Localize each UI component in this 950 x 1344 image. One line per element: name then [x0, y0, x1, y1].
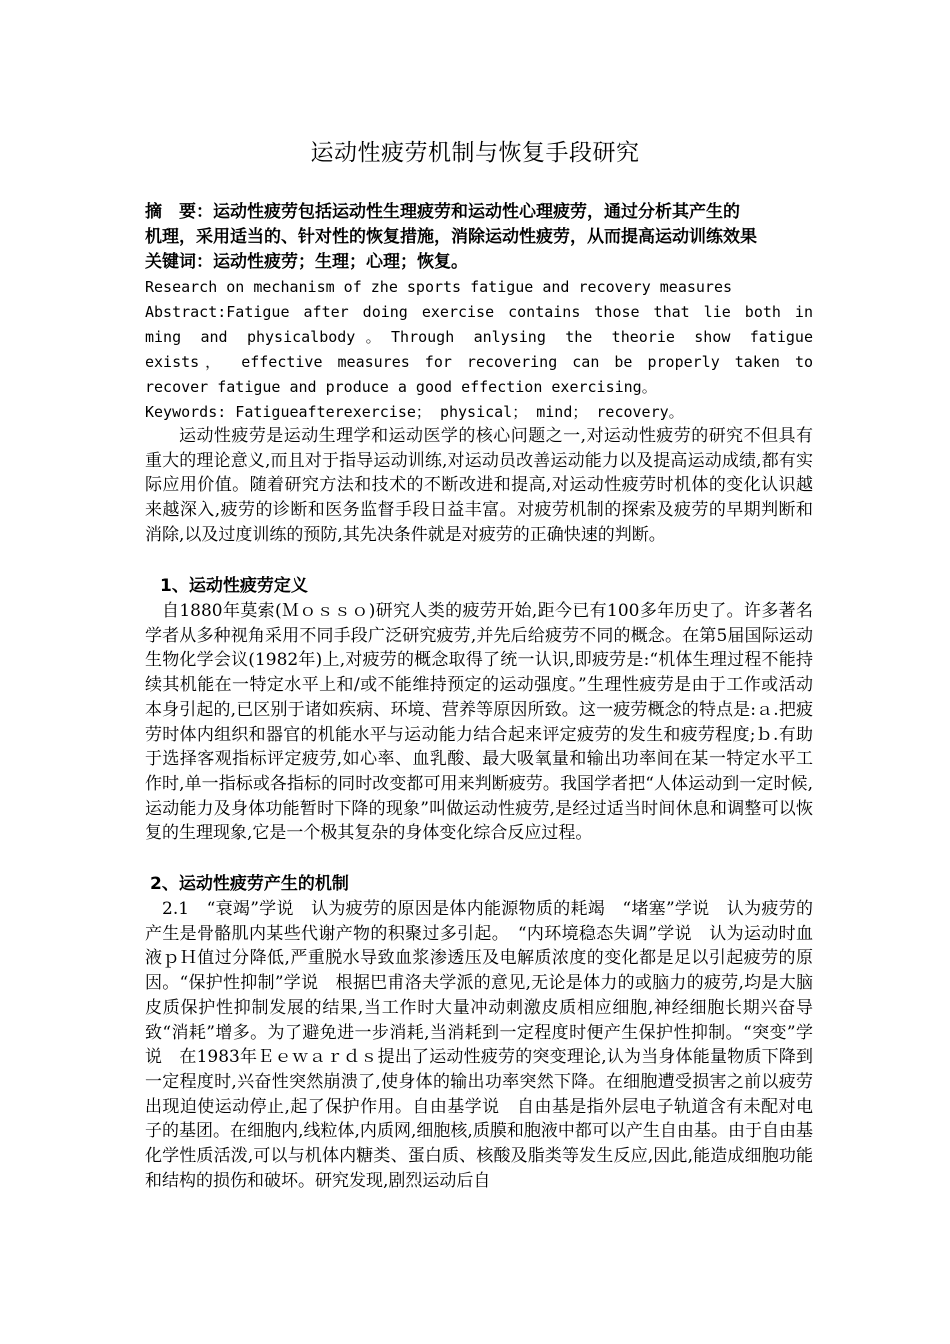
english-abstract-line-1: Abstract:Fatigue after doing exercise contains those that lie both in: [145, 303, 813, 321]
page-title: 运动性疲劳机制与恢复手段研究: [310, 140, 640, 166]
abstract-cn-line-1: 摘 要：运动性疲劳包括运动性生理疲劳和运动性心理疲劳，通过分析其产生的: [145, 202, 740, 222]
abstract-cn-line-2: 机理，采用适当的、针对性的恢复措施，消除运动性疲劳，从而提高运动训练效果: [145, 227, 757, 247]
section-1-paragraph: 自1880年莫索(Ｍｏｓｓｏ)研究人类的疲劳开始,距今已有100多年历史了。许多著名学者从多种视角采用不同手段广泛研究疲劳,并先后给疲劳不同的概念。在第5届国际运动生物化学会议(1982年)上,对疲劳的概念取得了统一认识,即疲劳是:“机体生理过程不能持续其机能在一特定水平上和/或不能维持预定的运动强度。”生理性疲劳是由于工作或活动本身引起的,已区别于诸如疾病、环境、营养等原因所致。这一疲劳概念的特点是:ａ.把疲劳时体内组织和器官的机能水平与运动能力结合起来评定疲劳的发生和疲劳程度;ｂ.有助于选择客观指标评定疲劳,如心率、血乳酸、最大吸氧量和输出功率间在某一特定水平工作时,单一指标或各指标的同时改变都可用来判断疲劳。我国学者把“人体运动到一定时候,运动能力及身体功能暂时下降的现象”叫做运动性疲劳,是经过适当时间休息和调整可以恢复的生理现象,它是一个极其复杂的身体变化综合反应过程。: [145, 601, 813, 844]
intro-paragraph: 运动性疲劳是运动生理学和运动医学的核心问题之一,对运动性疲劳的研究不但具有重大的理论意义,而且对于指导运动训练,对运动员改善运动能力以及提高运动成绩,都有实际应用价值。随着研究方法和技术的不断改进和提高,对运动性疲劳时机体的变化认识越来越深入,疲劳的诊断和医务监督手段日益丰富。对疲劳机制的探索及疲劳的早期判断和消除,以及过度训练的预防,其先决条件就是对疲劳的正确快速的判断。: [145, 426, 813, 545]
section-1-block: [145, 599, 813, 846]
english-title: Research on mechanism of zhe sports fatigue and recovery measures: [145, 278, 732, 296]
section-2-block: [145, 897, 813, 1193]
english-abstract-line-2: ming and physicalbody。Through anlysing the theorie show fatigue: [145, 328, 813, 346]
keywords-cn: 关键词：运动性疲劳；生理；心理；恢复。: [145, 252, 468, 272]
section-2-paragraph: 2.1 “衰竭”学说 认为疲劳的原因是体内能源物质的耗竭 “堵塞”学说 认为疲劳的产生是骨骼肌内某些代谢产物的积聚过多引起。 “内环境稳态失调”学说 认为运动时血液ｐＨ值过分降低,严重脱水导致血浆渗透压及电解质浓度的变化都是足以引起疲劳的原因。“保护性抑制”学说 根据巴甫洛夫学派的意见,无论是体力的或脑力的疲劳,均是大脑皮质保护性抑制发展的结果,当工作时大量冲动刺激皮质相应细胞,神经细胞长期兴奋导致“消耗”增多。为了避免进一步消耗,当消耗到一定程度时便产生保护性抑制。“突变”学说 在1983年Ｅｅｗａｒｄｓ提出了运动性疲劳的突变理论,认为当身体能量物质下降到一定程度时,兴奋性突然崩溃了,使身体的输出功率突然下降。在细胞遭受损害之前以疲劳出现迫使运动停止,起了保护作用。自由基学说 自由基是指外层电子轨道含有未配对电子的基团。在细胞内,线粒体,内质网,细胞核,质膜和胞液中都可以产生自由基。由于自由基化学性质活泼,可以与机体内糖类、蛋白质、核酸及脂类等发生反应,因此,能造成细胞功能和结构的损伤和破坏。研究发现,剧烈运动后自: [145, 899, 813, 1191]
intro-paragraph-block: [145, 424, 813, 548]
section-1-heading: 1、运动性疲劳定义: [160, 576, 308, 596]
english-abstract-line-4: recover fatigue and produce a good effection exercising。: [145, 378, 657, 396]
section-2-heading: 2、运动性疲劳产生的机制: [150, 874, 349, 894]
english-keywords: Keywords: Fatigueafterexercise； physical； mind； recovery。: [145, 403, 684, 421]
english-abstract-line-3: exists， effective measures for recovering can be properly taken to: [145, 353, 813, 371]
